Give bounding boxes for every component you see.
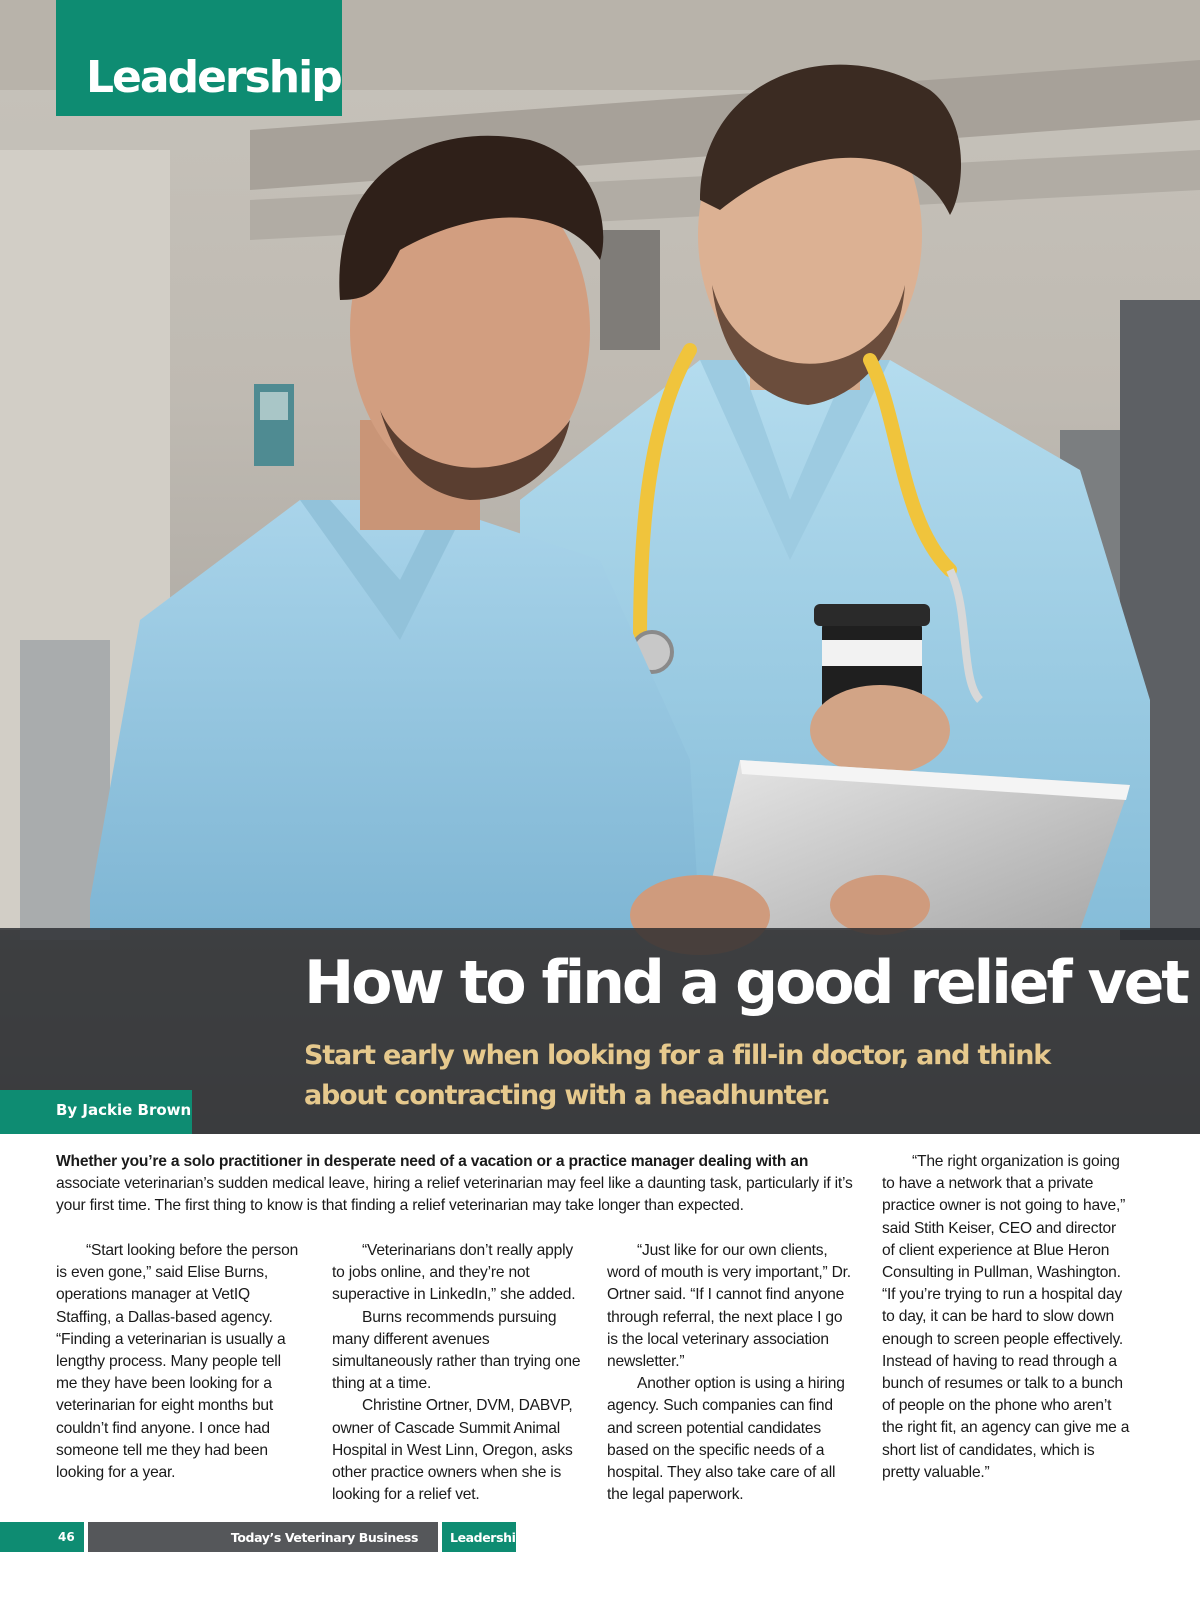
paragraph: “Start looking before the person is even gone,” said Elise Burns, operations manager at VetIQ Staffing, a Dallas-based agency. “Finding a veterinarian is usually a lengthy process. Many people tell me they have been looking for a veterinarian for eight months but couldn’t find anyone. I once had someone tell me they had been looking for a year. xyxy=(56,1242,299,1482)
intro-lead: Whether you’re a solo practitioner in desperate need of a vacation or a practice manager dealing with an xyxy=(56,1153,809,1170)
article-subhead: Start early when looking for a fill-in doctor, and think about contracting with a headhunter. xyxy=(304,1040,1051,1111)
article-byline: By Jackie Brown xyxy=(0,1090,192,1134)
paragraph: “The right organization is going to have a network that a private practice owner is not going to have,” said Stith Keiser, CEO and director of client experience at Blue Heron Consulting in Pullman, Washington. “If you’re trying to run a hospital day to day, it can be hard to slow down enough to screen people effectively. Instead of having to read through a bunch of resumes or talk to a bunch of people on the phone who aren’t the right fit, an agency can give me a short list of candidates, which is pretty valuable.” xyxy=(882,1153,1130,1481)
paragraph: “Just like for our own clients, word of mouth is very important,” Dr. Ortner said. “If I cannot find anyone through referral, the next place I go is the local veterinary association newsletter.” xyxy=(607,1242,851,1371)
article-column-2 xyxy=(332,1240,582,1506)
intro-rest: associate veterinarian’s sudden medical leave, hiring a relief veterinarian may feel like a daunting task, particularly if it’s your first time. The first thing to know is that finding a relief veterinarian may take longer than expected. xyxy=(56,1175,853,1215)
footer-section-label: Leadership xyxy=(442,1522,516,1552)
paragraph: “Veterinarians don’t really apply to jobs online, and they’re not superactive in LinkedIn,” she added. xyxy=(332,1242,576,1304)
paragraph: Burns recommends pursuing many different avenues simultaneously rather than trying one thing at a time. xyxy=(332,1308,581,1393)
page-footer xyxy=(0,1522,525,1552)
article-column-4 xyxy=(882,1151,1132,1484)
article-headline: How to find a good relief vet xyxy=(304,948,1187,1018)
paragraph: Christine Ortner, DVM, DABVP, owner of Cascade Summit Animal Hospital in West Linn, Oregon, asks other practice owners when she is looking for a relief vet. xyxy=(332,1397,573,1504)
article-column-1 xyxy=(56,1240,306,1484)
section-tag: Leadership xyxy=(56,0,342,116)
magazine-name: Today’s Veterinary Business xyxy=(88,1522,438,1552)
paragraph: Another option is using a hiring agency. Such companies can find and screen potential candidates based on the specific needs of a hospital. They also take care of all the legal paperwork. xyxy=(607,1375,845,1504)
article-column-3 xyxy=(607,1240,857,1506)
page-number: 46 xyxy=(0,1522,84,1552)
article-intro xyxy=(56,1151,856,1218)
